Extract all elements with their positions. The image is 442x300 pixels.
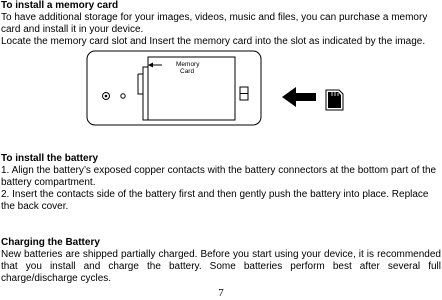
section-charging-battery bbox=[1, 237, 441, 285]
page-number: 7 bbox=[218, 287, 224, 299]
flash-icon bbox=[121, 94, 125, 98]
battery-step-2: 2. Insert the contacts side of the battery first and then gently push the battery into place. Replace the back cover. bbox=[1, 189, 429, 212]
memory-card-slot bbox=[143, 67, 148, 120]
memory-card-installation-diagram bbox=[86, 50, 376, 126]
paragraph-storage-intro: To have additional storage for your images, videos, music and files, you can purchase a memory card and install it in your device. bbox=[1, 12, 428, 35]
heading-install-battery: To install the battery bbox=[1, 153, 99, 164]
section-install-memory-card bbox=[1, 0, 441, 48]
slot-label-card: Card bbox=[180, 68, 195, 75]
section-install-battery bbox=[1, 153, 441, 213]
paragraph-charging: New batteries are shipped partially charged. Before you start using your device, it is recommended that you install and charge the battery. Some batteries perform best after several full charge/discharge cycles. bbox=[1, 249, 441, 284]
paragraph-locate-slot: Locate the memory card slot and Insert the memory card into the slot as indicated by the image. bbox=[1, 36, 426, 47]
battery-step-1: 1. Align the battery’s exposed copper contacts with the battery connectors at the bottom part of the battery compartment. bbox=[1, 165, 437, 188]
insert-direction-arrow-icon bbox=[282, 87, 316, 107]
camera-lens-inner bbox=[105, 95, 108, 98]
slot-label-memory: Memory bbox=[176, 61, 200, 68]
heading-charging-battery: Charging the Battery bbox=[1, 237, 100, 248]
heading-install-memory-card: To install a memory card bbox=[1, 0, 119, 11]
